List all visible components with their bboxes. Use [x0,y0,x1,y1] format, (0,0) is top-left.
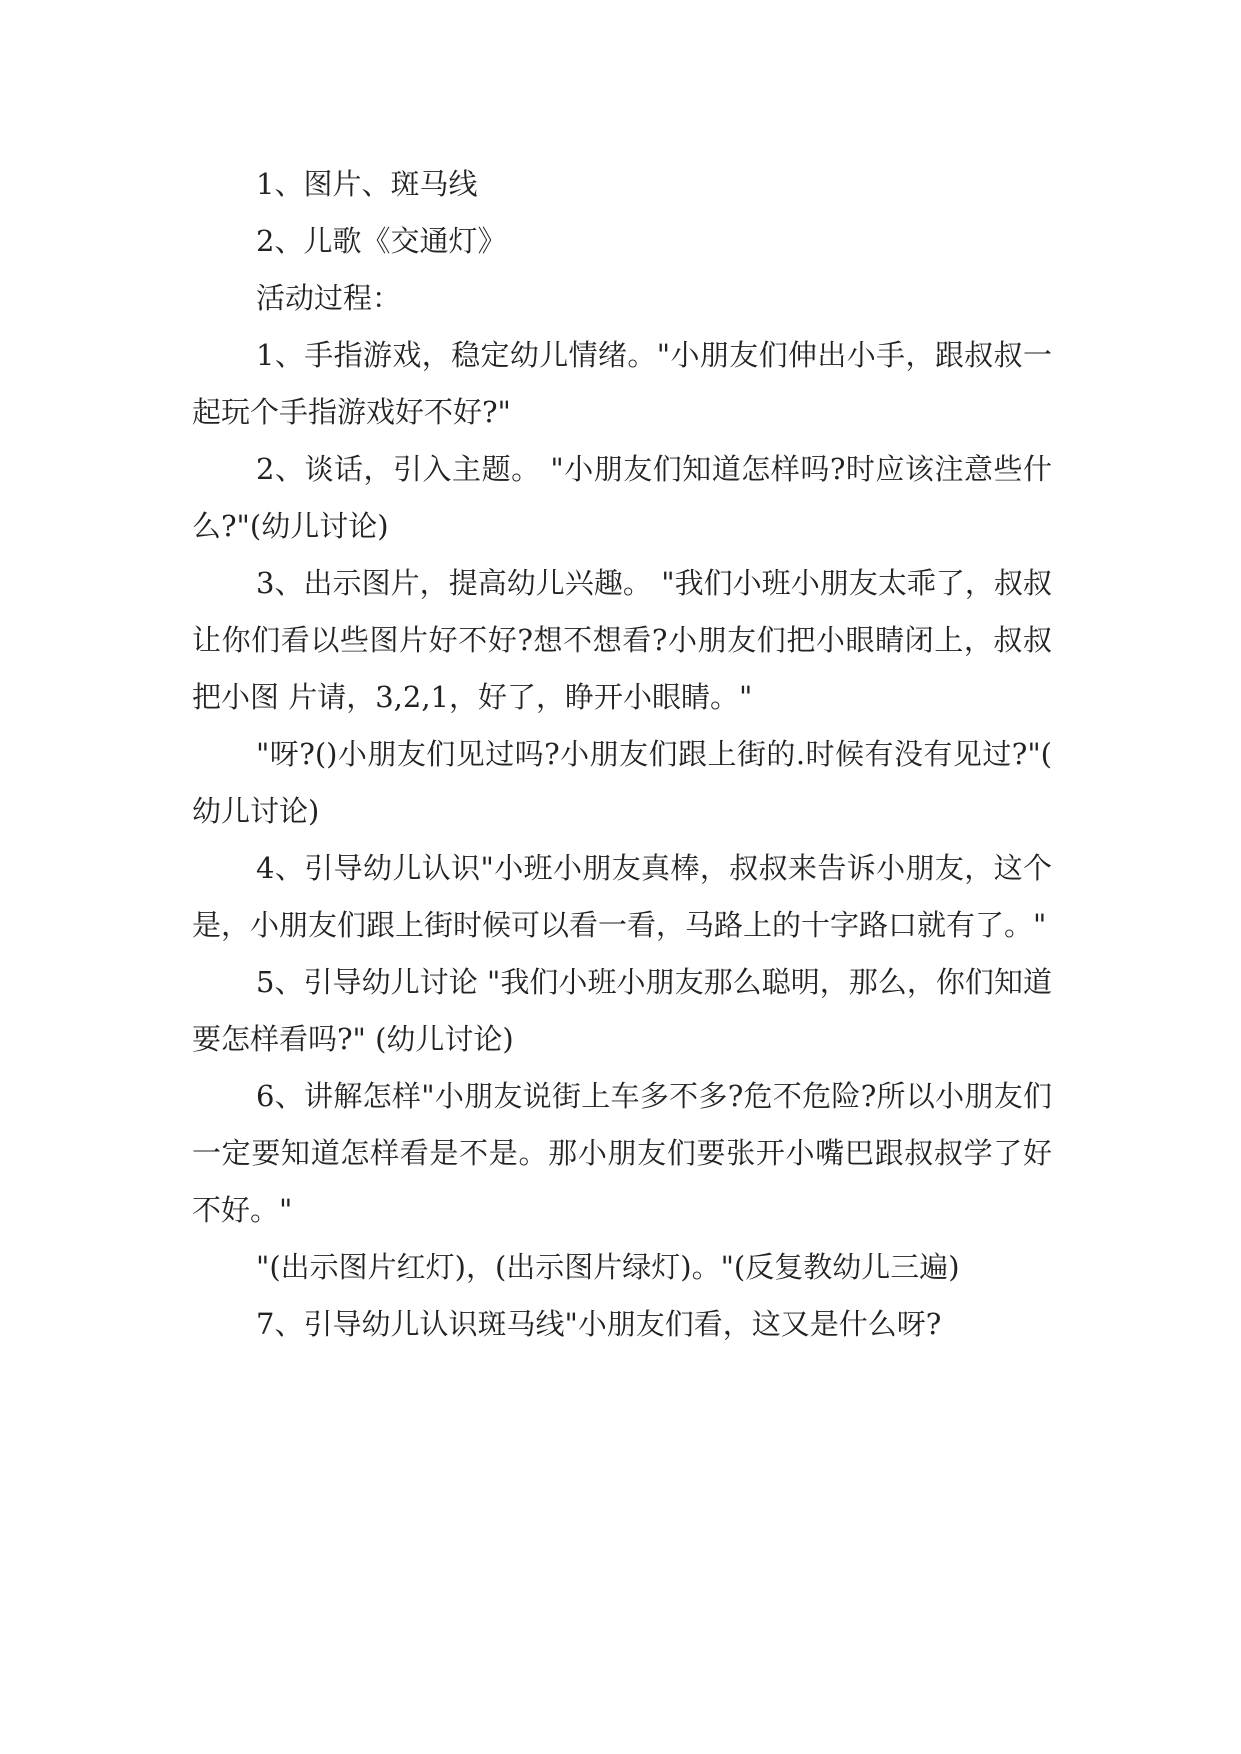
paragraph-step-4: 4、引导幼儿认识"小班小朋友真棒，叔叔来告诉小朋友，这个是，小朋友们跟上街时候可以看一看，马路上的十字路口就有了。" [192,851,1052,942]
paragraph-materials-2: 2、儿歌《交通灯》 [256,224,507,258]
section-heading-activity-process: 活动过程： [256,281,402,315]
paragraph-step-3-dialogue: "呀?()小朋友们见过吗?小朋友们跟上街的.时候有没有见过?"(幼儿讨论) [192,737,1052,828]
paragraph-step-7: 7、引导幼儿认识斑马线"小朋友们看，这又是什么呀? [256,1307,942,1341]
paragraph-step-6: 6、讲解怎样"小朋友说街上车多不多?危不危险?所以小朋友们一定要知道怎样看是不是。那小朋友们要张开小嘴巴跟叔叔学了好不好。" [192,1079,1052,1227]
document-body [192,156,1052,1353]
paragraph-step-3: 3、出示图片，提高幼儿兴趣。 "我们小班小朋友太乖了，叔叔让你们看以些图片好不好?想不想看?小朋友们把小眼睛闭上，叔叔把小图 片请，3,2,1，好了，睁开小眼睛。" [192,566,1052,714]
paragraph-step-2: 2、谈话，引入主题。 "小朋友们知道怎样吗?时应该注意些什么?"(幼儿讨论) [192,452,1052,543]
paragraph-step-1: 1、手指游戏，稳定幼儿情绪。"小朋友们伸出小手，跟叔叔一起玩个手指游戏好不好?" [192,338,1052,429]
paragraph-step-5: 5、引导幼儿讨论 "我们小班小朋友那么聪明，那么，你们知道要怎样看吗?" (幼儿讨论) [192,965,1052,1056]
paragraph-step-6-dialogue: "(出示图片红灯)，(出示图片绿灯)。"(反复教幼儿三遍) [256,1250,960,1284]
paragraph-materials-1: 1、图片、斑马线 [256,167,478,201]
